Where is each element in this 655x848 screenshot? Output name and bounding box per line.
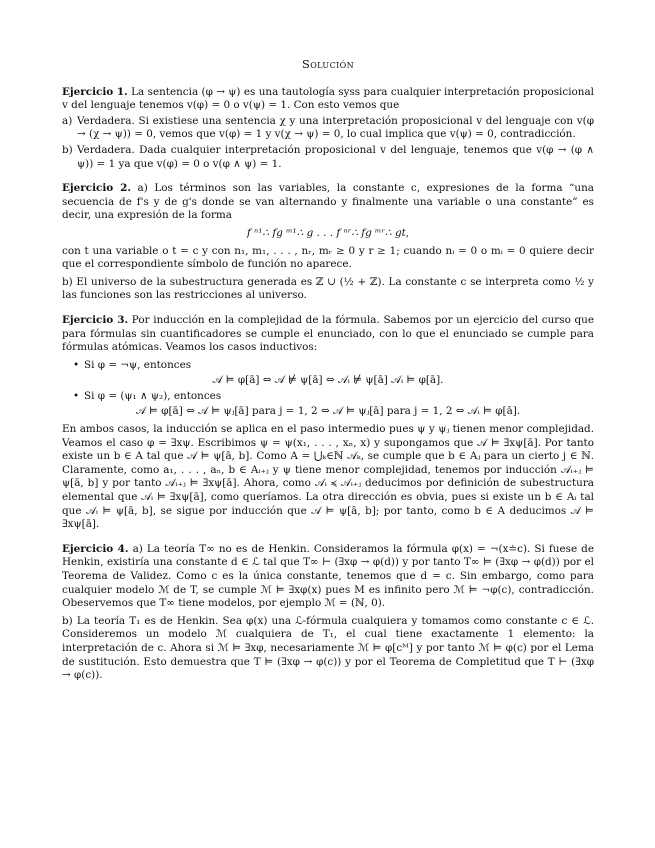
exercise-3-intro bbox=[62, 314, 594, 355]
case-conjunction-equation: 𝒜 ⊨ φ[ā] ⇔ 𝒜 ⊨ ψⱼ[ā] para j = 1, 2 ⇔ 𝒜 ⊨ ψⱼ[ā] para j = 1, 2 ⇔ 𝒜ᵢ ⊨ φ[ā]. bbox=[135, 405, 521, 418]
case-conjunction-text: Si φ = (ψ₁ ∧ ψ₂), entonces bbox=[84, 389, 222, 402]
exercise-1-item-a bbox=[62, 115, 594, 142]
exercise-3-closing: En ambos casos, la inducción se aplica en el paso intermedio pues ψ y ψⱼ tienen menor complejidad. Veamos el caso φ = ∃xψ. Escribimos ψ = ψ(x₁, . . . , xₙ, x) y supongamos que 𝒜 ⊨ ∃xψ[ā]. Por tanto existe un b ∈ A tal que 𝒜 ⊨ ψ[ā, b]. Como A = ⋃ₖ∈ℕ 𝒜ₖ, se cumple que b ∈ Aⱼ para un cierto j ∈ ℕ. Claramente, como a₁, . . . , aₙ, b ∈ Aᵢ₊ⱼ y ψ tiene menor complejidad, tenemos por inducción 𝒜ᵢ₊ⱼ ⊨ ψ[ā, b] y por tanto 𝒜ᵢ₊ⱼ ⊨ ∃xψ[ā]. Ahora, como 𝒜ᵢ ≼ 𝒜ᵢ₊ⱼ deducimos por definición de subestructura elemental que 𝒜ᵢ ⊨ ∃xψ[ā], como queríamos. La otra dirección es obvia, pues si existe un b ∈ Aᵢ tal que 𝒜ᵢ ⊨ ψ[ā, b], se sigue por inducción que 𝒜 ⊨ ψ[ā, b]; por tanto, como b ∈ A deducimos 𝒜 ⊨ ∃xψ[ā]. bbox=[62, 423, 594, 531]
exercise-1-text: La sentencia (φ → ψ) es una tautología syss para cualquier interpretación proposicional v del lenguaje tenemos v(φ) = 0 o v(ψ) = 1. Con esto vemos que bbox=[62, 85, 594, 112]
page-title: Solución bbox=[301, 57, 355, 71]
item-b-text: Verdadera. Dada cualquier interpretación proposicional v del lenguaje, tenemos que v(φ → (φ ∧ ψ)) = 1 ya que v(φ) = 0 o v(φ ∧ ψ) = 1. bbox=[77, 143, 594, 170]
case-negation bbox=[84, 359, 594, 388]
exercise-2-formula: f ⁿ¹∴ fg ᵐ¹∴ g . . . f ⁿʳ∴ fg ᵐʳ∴ gt, bbox=[246, 226, 410, 239]
exercise-2-label: Ejercicio 2. bbox=[62, 182, 131, 195]
exercise-4-part-a bbox=[62, 543, 594, 611]
item-a-label: a) bbox=[62, 114, 73, 127]
exercise-3-label: Ejercicio 3. bbox=[62, 313, 129, 326]
exercise-3-cases bbox=[84, 359, 594, 419]
exercise-2-part-a bbox=[62, 182, 594, 223]
exercise-2-a-intro: a) Los términos son las variables, la constante c, expresiones de la forma “una secuencia de f's y de g's donde se van alternando y finalmente una variable o una constante” es decir, una expresión de la forma bbox=[62, 182, 594, 222]
exercise-4-a-text: a) La teoría T∞ no es de Henkin. Consideramos la fórmula φ(x) = ¬(x≐c). Si fuese de Henkin, existiría una constante d ∈ ℒ tal que T∞ ⊢ (∃xφ → φ(d)) y por tanto T∞ ⊨ (∃xφ → φ(d)) por el Teorema de Validez. Como c es la única constante, tenemos que d = c. Sin embargo, como para cualquier modelo ℳ de T, se cumple ℳ ⊨ ∃xφ(x) pues M es infinito pero ℳ ⊨ ¬φ(c), contradicción. Obeservemos que T∞ tiene modelos, por ejemplo ℳ = (ℕ, 0). bbox=[62, 542, 594, 610]
item-b-label: b) bbox=[62, 143, 73, 156]
exercise-1-intro bbox=[62, 86, 594, 113]
exercise-4-label: Ejercicio 4. bbox=[62, 542, 129, 555]
case-negation-equation: 𝒜 ⊨ φ[ā] ⇔ 𝒜 ⊭ ψ[ā] ⇔ 𝒜ᵢ ⊭ ψ[ā] 𝒜ᵢ ⊨ φ[ā]. bbox=[212, 374, 444, 387]
exercise-2-part-b: b) El universo de la subestructura generada es ℤ ∪ (½ + ℤ). La constante c se interpreta como ½ y las funciones son las restricciones al universo. bbox=[62, 275, 594, 302]
exercise-4-part-b: b) La teoría T₁ es de Henkin. Sea φ(x) una ℒ-fórmula cualquiera y tomamos como constante c ∈ ℒ. Consideremos un modelo ℳ cualquiera de T₁, el cual tiene exactamente 1 elemento: la interpretación de c. Ahora si ℳ ⊨ ∃xφ, necesariamente ℳ ⊨ φ[cᴹ] y por tanto ℳ ⊨ φ(c) por el Lema de sustitución. Esto demuestra que T ⊨ (∃xφ → φ(c)) y por el Teorema de Completitud que T ⊢ (∃xφ → φ(c)). bbox=[62, 614, 594, 682]
item-a-text: Verdadera. Si existiese una sentencia χ y una interpretación proposicional v del lenguaje con v(φ → (χ → ψ)) = 0, vemos que v(φ) = 1 y v(χ → ψ) = 0, lo cual implica que v(ψ) = 0, contradicción. bbox=[77, 114, 594, 141]
exercise-1-item-b bbox=[62, 144, 594, 171]
case-negation-text: Si φ = ¬ψ, entonces bbox=[84, 358, 192, 371]
exercise-3-text: Por inducción en la complejidad de la fórmula. Sabemos por un ejercicio del curso que para fórmulas sin cuantificadores se cumple el enunciado, con lo que el enunciado se cumple para fórmulas atómicas. Veamos los casos inductivos: bbox=[62, 313, 595, 354]
solution-page bbox=[62, 58, 594, 683]
case-conjunction bbox=[84, 390, 594, 419]
exercise-2-a-after: con t una variable o t = c y con n₁, m₁, . . . , nᵣ, mᵣ ≥ 0 y r ≥ 1; cuando nᵢ = 0 o mᵢ = 0 quiere decir que el correspondiente símbolo de función no aparece. bbox=[62, 244, 594, 271]
exercise-1-label: Ejercicio 1. bbox=[62, 85, 128, 98]
